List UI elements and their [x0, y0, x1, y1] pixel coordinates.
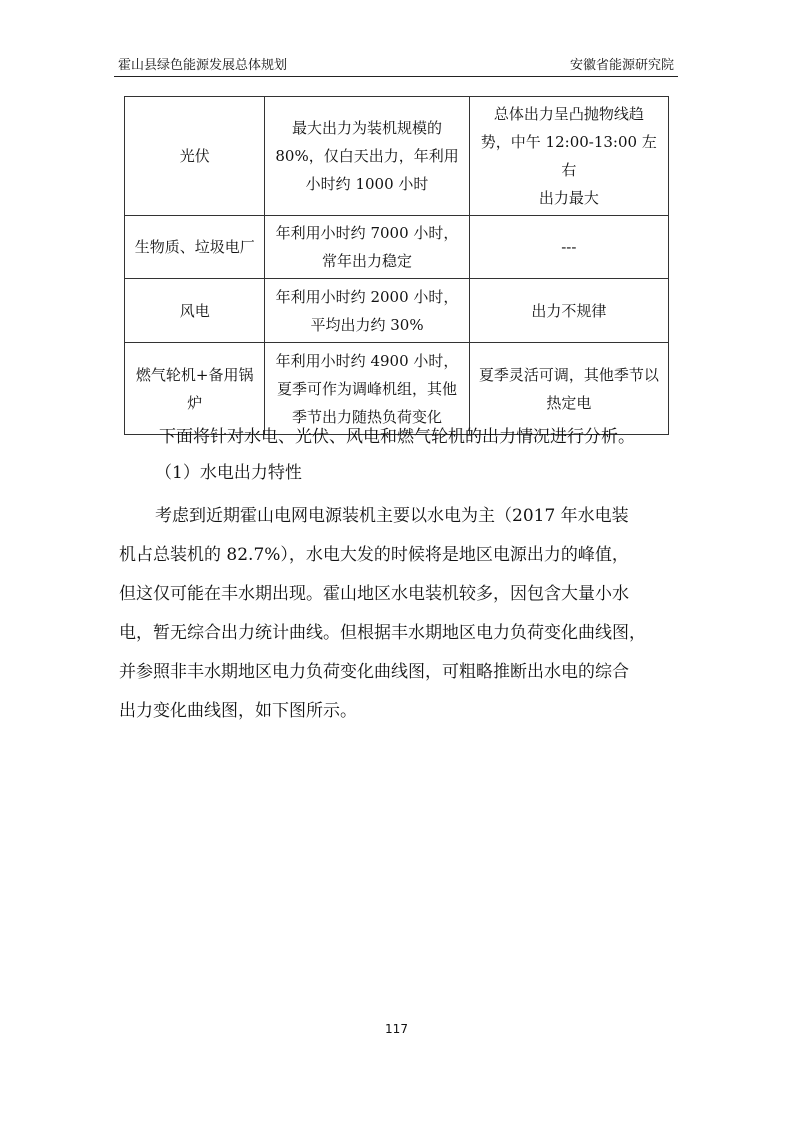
paragraph-line: 出力变化曲线图，如下图所示。: [119, 701, 357, 721]
table-cell-type: 燃气轮机+备用锅 炉: [125, 343, 265, 435]
table-cell-type: 光伏: [125, 97, 265, 216]
table-cell-type: 生物质、垃圾电厂: [125, 216, 265, 279]
table-cell-note: 出力不规律: [469, 279, 668, 343]
table-cell-note: 总体出力呈凸抛物线趋 势，中午 12:00-13:00 左右 出力最大: [469, 97, 668, 216]
table-cell-output: 最大出力为装机规模的 80%，仅白天出力，年利用 小时约 1000 小时: [265, 97, 469, 216]
document-title: 霍山县绿色能源发展总体规划: [118, 58, 288, 73]
table-cell-output: 年利用小时约 2000 小时， 平均出力约 30%: [265, 279, 469, 343]
intro-paragraph: 下面将针对水电、光伏、风电和燃气轮机的出力情况进行分析。: [159, 427, 635, 447]
table-row: [125, 97, 669, 216]
table-cell-note: 夏季灵活可调，其他季节以 热定电: [469, 343, 668, 435]
section-heading: （1）水电出力特性: [155, 463, 302, 483]
body-paragraph: [119, 497, 679, 731]
table-cell-note: ---: [469, 216, 668, 279]
paragraph-line: 机占总装机的 82.7%），水电大发的时候将是地区电源出力的峰值，: [119, 545, 629, 565]
paragraph-line: 并参照非丰水期地区电力负荷变化曲线图，可粗略推断出水电的综合: [119, 662, 629, 682]
table-cell-type: 风电: [125, 279, 265, 343]
table-cell-output: 年利用小时约 4900 小时， 夏季可作为调峰机组，其他 季节出力随热负荷变化: [265, 343, 469, 435]
paragraph-line: 考虑到近期霍山电网电源装机主要以水电为主（2017 年水电装: [155, 506, 629, 526]
table-cell-output: 年利用小时约 7000 小时， 常年出力稳定: [265, 216, 469, 279]
table-row: [125, 279, 669, 343]
paragraph-line: 电，暂无综合出力统计曲线。但根据丰水期地区电力负荷变化曲线图，: [119, 623, 646, 643]
paragraph-line: 但这仅可能在丰水期出现。霍山地区水电装机较多，因包含大量小水: [119, 584, 629, 604]
power-output-table: [124, 96, 669, 435]
organization-name: 安徽省能源研究院: [569, 58, 674, 73]
table-row: [125, 216, 669, 279]
page-header: [114, 50, 678, 77]
page-number: 117: [385, 1022, 408, 1036]
